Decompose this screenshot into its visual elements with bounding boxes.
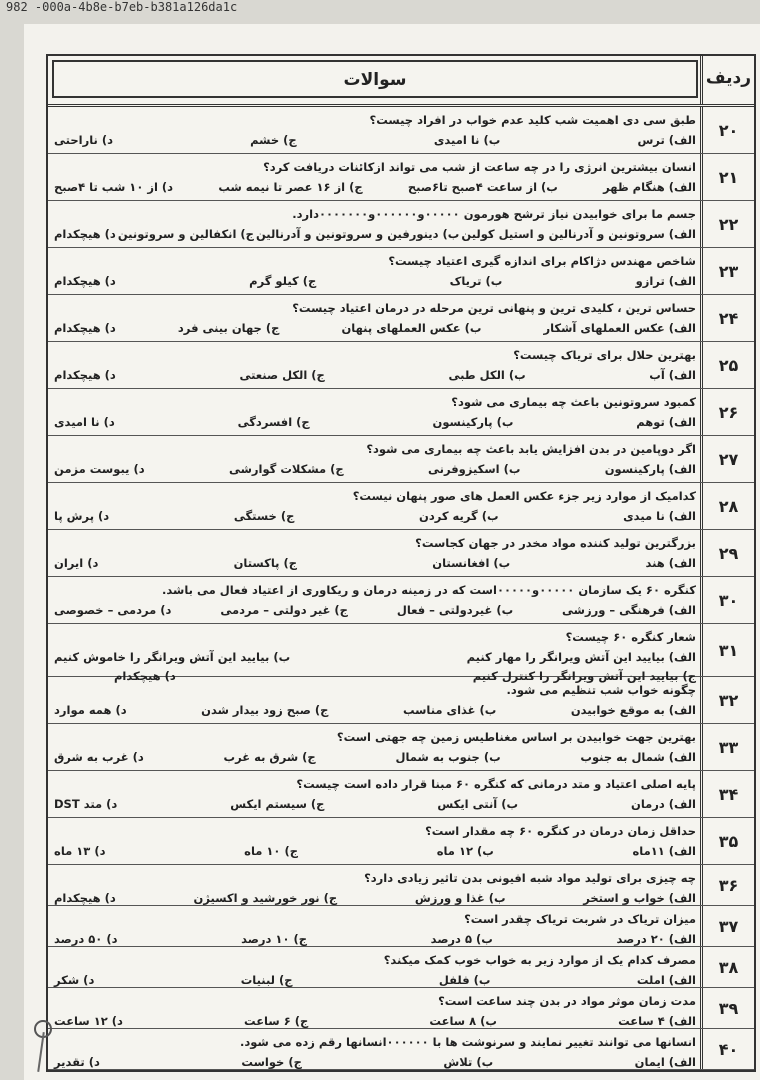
answer-option: ج) سیستم ایکس xyxy=(230,797,325,811)
question-body xyxy=(54,906,696,949)
question-rows xyxy=(48,107,754,1070)
answer-option: ج) ۶ ساعت xyxy=(244,1014,309,1028)
question-row xyxy=(48,677,754,724)
row-number: ۲۹ xyxy=(700,530,754,576)
question-row xyxy=(48,577,754,624)
answer-option: ب) ۱۲ ماه xyxy=(436,844,494,858)
question-row xyxy=(48,1029,754,1070)
answer-options xyxy=(54,1011,696,1031)
answer-option: ب) ۵ درصد xyxy=(430,932,493,946)
row-number: ۳۱ xyxy=(700,624,754,676)
top-strip xyxy=(0,0,760,20)
answer-option: ج) ۱۰ درصد xyxy=(241,932,308,946)
answer-options xyxy=(54,553,696,573)
question-text: اگر دوپامین در بدن افزایش یابد باعث چه بیماری می شود؟ xyxy=(366,442,696,456)
answer-options xyxy=(54,271,696,291)
question-text: بهترین جهت خوابیدن بر اساس مغناطیس زمین چه جهتی است؟ xyxy=(336,730,696,744)
answer-options xyxy=(54,747,696,767)
answer-option: ب) پارکینسون xyxy=(432,415,514,429)
question-text: کدامیک از موارد زیر جزء عکس العمل های صور پنهان نیست؟ xyxy=(352,489,696,503)
row-number: ۲۳ xyxy=(700,248,754,294)
question-row xyxy=(48,865,754,906)
answer-option: الف) پارکینسون xyxy=(604,462,696,476)
answer-option: د) غرب به شرق xyxy=(54,750,144,764)
answer-option: د) مردمی – خصوصی xyxy=(54,603,172,617)
answer-option: ج) غیر دولتی – مردمی xyxy=(220,603,348,617)
answer-option: د) نا امیدی xyxy=(54,415,115,429)
question-body xyxy=(54,947,696,990)
question-body xyxy=(54,530,696,573)
row-number: ۲۵ xyxy=(700,342,754,388)
answer-option: الف) شمال به جنوب xyxy=(580,750,696,764)
answer-option: د) شکر xyxy=(54,973,95,987)
answer-options xyxy=(54,600,696,620)
answer-option: الف) ۴ ساعت xyxy=(618,1014,696,1028)
answer-option: د) ۱۲ ساعت xyxy=(54,1014,123,1028)
answer-option: د) از ۱۰ شب تا ۴صبح xyxy=(54,180,174,194)
row-number: ۳۹ xyxy=(700,988,754,1028)
answer-option: ب) الکل طبی xyxy=(448,368,526,382)
question-body xyxy=(54,107,696,150)
question-row xyxy=(48,724,754,771)
row-number: ۳۴ xyxy=(700,771,754,817)
answer-option: ج) کیلو گرم xyxy=(249,274,317,288)
question-row xyxy=(48,107,754,154)
answer-option: الف) ایمان xyxy=(634,1055,696,1069)
answer-options xyxy=(54,459,696,479)
answer-option: الف) توهم xyxy=(636,415,696,429)
question-text: بزرگترین تولید کننده مواد مخدر در جهان کجاست؟ xyxy=(415,536,696,550)
answer-option: ج) شرق به غرب xyxy=(223,750,316,764)
question-row xyxy=(48,248,754,295)
question-row xyxy=(48,436,754,483)
answer-option: الف) ۱۱ماه xyxy=(632,844,696,858)
answer-option: الف) ترازو xyxy=(635,274,696,288)
question-row xyxy=(48,389,754,436)
answer-options xyxy=(54,365,696,385)
question-body xyxy=(54,577,696,620)
question-row xyxy=(48,342,754,389)
answer-option: الف) خواب و استخر xyxy=(583,891,696,905)
question-row xyxy=(48,530,754,577)
answer-option: ج) مشکلات گوارشی xyxy=(228,462,344,476)
row-number: ۲۶ xyxy=(700,389,754,435)
answer-option: ب) عکس العملهای پنهان xyxy=(341,321,482,335)
answer-options xyxy=(54,177,696,197)
question-text: شعار کنگره ۶۰ چیست؟ xyxy=(565,630,696,644)
answer-option: ب) تریاک xyxy=(449,274,503,288)
questions-header: سوالات xyxy=(52,60,698,98)
answer-option: ج) نور خورشید و اکسیژن xyxy=(193,891,338,905)
answer-option: د) پرش پا xyxy=(54,509,110,523)
row-number: ۲۸ xyxy=(700,483,754,529)
answer-option: د) هیچکدام xyxy=(54,891,116,905)
answer-option: ب) گریه کردن xyxy=(419,509,499,523)
answer-option: ج) صبح زود بیدار شدن xyxy=(201,703,329,717)
answer-option: ج) از ۱۶ عصر تا نیمه شب xyxy=(218,180,363,194)
row-number-header: ردیف xyxy=(700,56,754,104)
question-body xyxy=(54,865,696,908)
answer-option: ج) ۱۰ ماه xyxy=(244,844,299,858)
answer-option: د) تقدیر xyxy=(54,1055,100,1069)
row-number: ۲۱ xyxy=(700,154,754,200)
answer-option: الف) آب xyxy=(649,368,696,382)
answer-option: ج) خشم xyxy=(250,133,297,147)
question-text: میزان تریاک در شربت تریاک چقدر است؟ xyxy=(464,912,696,926)
question-body xyxy=(54,483,696,526)
answer-option: ب) غذا و ورزش xyxy=(414,891,506,905)
question-text: طبق سی دی اهمیت شب کلید عدم خواب در افراد چیست؟ xyxy=(369,113,696,127)
answer-option: د) هیچکدام xyxy=(54,321,116,335)
answer-option: د) همه موارد xyxy=(54,703,127,717)
question-text: کمبود سروتونین باعث چه بیماری می شود؟ xyxy=(451,395,696,409)
question-text: چگونه خواب شب تنظیم می شود. xyxy=(506,683,696,697)
row-number: ۳۵ xyxy=(700,818,754,864)
question-text: حداقل زمان درمان در کنگره ۶۰ چه مقدار است؟ xyxy=(425,824,696,838)
answer-option: ج) جهان بینی فرد xyxy=(177,321,280,335)
row-number: ۳۳ xyxy=(700,724,754,770)
answer-option: ج) بیایید این آتش ویرانگر را کنترل کنیم xyxy=(472,669,696,683)
question-row xyxy=(48,771,754,818)
answer-option: د) هیچکدام xyxy=(54,227,116,241)
question-body xyxy=(54,342,696,385)
question-text: انسان بیشترین انرژی را در چه ساعت از شب می تواند ازکائنات دریافت کرد؟ xyxy=(263,160,696,174)
question-body xyxy=(54,771,696,814)
answer-option: ب) تلاش xyxy=(443,1055,494,1069)
question-text: مدت زمان موثر مواد در بدن چند ساعت است؟ xyxy=(438,994,696,1008)
answer-option: د) ناراحتی xyxy=(54,133,113,147)
question-row xyxy=(48,988,754,1029)
question-text: انسانها می توانند تغییر نمایند و سرنوشت ها با ۰۰۰۰۰۰انسانها رقم زده می شود. xyxy=(240,1035,696,1049)
question-row xyxy=(48,947,754,988)
question-body xyxy=(54,818,696,861)
answer-options xyxy=(54,929,696,949)
question-row xyxy=(48,818,754,865)
answer-option: الف) به موقع خوابیدن xyxy=(570,703,696,717)
question-text: پایه اصلی اعتیاد و متد درمانی که کنگره ۶۰ مبنا قرار داده است چیست؟ xyxy=(296,777,696,791)
answer-option: ج) خواست xyxy=(241,1055,302,1069)
answer-option: د) ۵۰ درصد xyxy=(54,932,118,946)
answer-option: د) متد DST xyxy=(54,797,118,811)
answer-option: ب) دینورفین و سروتونین و آدرنالین xyxy=(255,227,460,241)
row-number: ۲۲ xyxy=(700,201,754,247)
question-body xyxy=(54,248,696,291)
answer-option: ج) انکفالین و سروتونین xyxy=(117,227,254,241)
answer-options xyxy=(54,506,696,526)
question-body xyxy=(54,154,696,197)
question-table xyxy=(46,54,756,1072)
row-number: ۲۷ xyxy=(700,436,754,482)
question-row xyxy=(48,201,754,248)
answer-option: ب) آنتی ایکس xyxy=(437,797,519,811)
answer-option: ب) فلفل xyxy=(438,973,491,987)
answer-options xyxy=(54,970,696,990)
row-number: ۳۲ xyxy=(700,677,754,723)
row-number: ۳۰ xyxy=(700,577,754,623)
answer-option: ج) خستگی xyxy=(233,509,295,523)
answer-options xyxy=(54,224,696,244)
question-body xyxy=(54,624,696,685)
answer-option: الف) بیایید این آتش ویرانگر را مهار کنیم xyxy=(466,650,696,664)
question-body xyxy=(54,1029,696,1072)
answer-option: الف) نا میدی xyxy=(623,509,696,523)
answer-options xyxy=(54,841,696,861)
answer-options xyxy=(54,700,696,720)
question-text: چه چیزی برای تولید مواد شبه افیونی بدن تاثیر زیادی دارد؟ xyxy=(364,871,696,885)
answer-option: ب) غذای مناسب xyxy=(402,703,497,717)
answer-option: الف) هنگام ظهر xyxy=(603,180,696,194)
question-row xyxy=(48,154,754,201)
question-text: بهترین حلال برای تریاک چیست؟ xyxy=(513,348,696,362)
answer-option: ج) افسردگی xyxy=(237,415,310,429)
answer-option: الف) ۲۰ درصد xyxy=(616,932,696,946)
answer-options xyxy=(54,647,696,667)
answer-option: د) هیچکدام xyxy=(114,669,176,683)
answer-option: الف) سروتونین و آدرنالین و استیل کولین xyxy=(461,227,696,241)
answer-options xyxy=(54,888,696,908)
answer-option: ج) لبنیات xyxy=(240,973,293,987)
answer-option: الف) عکس العملهای آشکار xyxy=(543,321,696,335)
answer-options xyxy=(54,412,696,432)
answer-option: ب) از ساعت ۴صبح تا۶صبح xyxy=(407,180,558,194)
question-text: مصرف کدام یک از موارد زیر به خواب خوب کمک میکند؟ xyxy=(383,953,696,967)
question-row xyxy=(48,906,754,947)
answer-option: د) هیچکدام xyxy=(54,274,116,288)
question-text: کنگره ۶۰ یک سازمان ۰۰۰۰۰و۰۰۰۰۰است که در زمینه درمان و ریکاوری از اعتیاد فعال می باشد. xyxy=(162,583,696,597)
table-header xyxy=(48,56,754,107)
question-body xyxy=(54,724,696,767)
question-row xyxy=(48,624,754,683)
question-body xyxy=(54,677,696,720)
answer-option: الف) هند xyxy=(645,556,696,570)
answer-option: الف) املت xyxy=(636,973,696,987)
answer-option: ب) افغانستان xyxy=(432,556,511,570)
row-number: ۳۸ xyxy=(700,947,754,987)
question-text: جسم ما برای خوابیدن نیاز ترشح هورمون ۰۰۰۰۰و۰۰۰۰۰۰و۰۰۰۰۰۰۰دارد. xyxy=(292,207,696,221)
question-body xyxy=(54,201,696,244)
question-row xyxy=(48,295,754,342)
answer-option: ب) اسکیزوفرنی xyxy=(428,462,521,476)
answer-options xyxy=(54,130,696,150)
answer-option: ج) پاکستان xyxy=(233,556,298,570)
row-number: ۲۰ xyxy=(700,107,754,153)
document-id-text: 982 -000a-4b8e-b7eb-b381a126da1c xyxy=(6,0,238,14)
answer-option: الف) درمان xyxy=(631,797,696,811)
answer-options xyxy=(54,794,696,814)
question-text: حساس ترین ، کلیدی ترین و پنهانی ترین مرحله در درمان اعتیاد چیست؟ xyxy=(292,301,696,315)
answer-option: الف) ترس xyxy=(637,133,696,147)
question-body xyxy=(54,988,696,1031)
question-row xyxy=(48,483,754,530)
answer-options xyxy=(54,1052,696,1072)
question-text: شاخص مهندس دژاکام برای اندازه گیری اعتیاد چیست؟ xyxy=(388,254,696,268)
answer-option: ب) ۸ ساعت xyxy=(429,1014,497,1028)
answer-option: ب) نا امیدی xyxy=(433,133,501,147)
answer-option: ب) بیایید این آتش ویرانگر را خاموش کنیم xyxy=(54,650,291,664)
answer-options xyxy=(54,318,696,338)
answer-option: د) هیچکدام xyxy=(54,368,116,382)
row-number: ۳۶ xyxy=(700,865,754,905)
answer-option: د) ایران xyxy=(54,556,99,570)
answer-option: ب) غیردولتی – فعال xyxy=(396,603,514,617)
row-number: ۳۷ xyxy=(700,906,754,946)
question-body xyxy=(54,389,696,432)
answer-option: ب) جنوب به شمال xyxy=(395,750,501,764)
answer-option: الف) فرهنگی – ورزشی xyxy=(562,603,696,617)
answer-option: ج) الکل صنعتی xyxy=(239,368,325,382)
question-body xyxy=(54,436,696,479)
question-body xyxy=(54,295,696,338)
answer-option: د) یبوست مزمن xyxy=(54,462,145,476)
row-number: ۴۰ xyxy=(700,1029,754,1069)
answer-option: د) ۱۳ ماه xyxy=(54,844,106,858)
row-number: ۲۴ xyxy=(700,295,754,341)
